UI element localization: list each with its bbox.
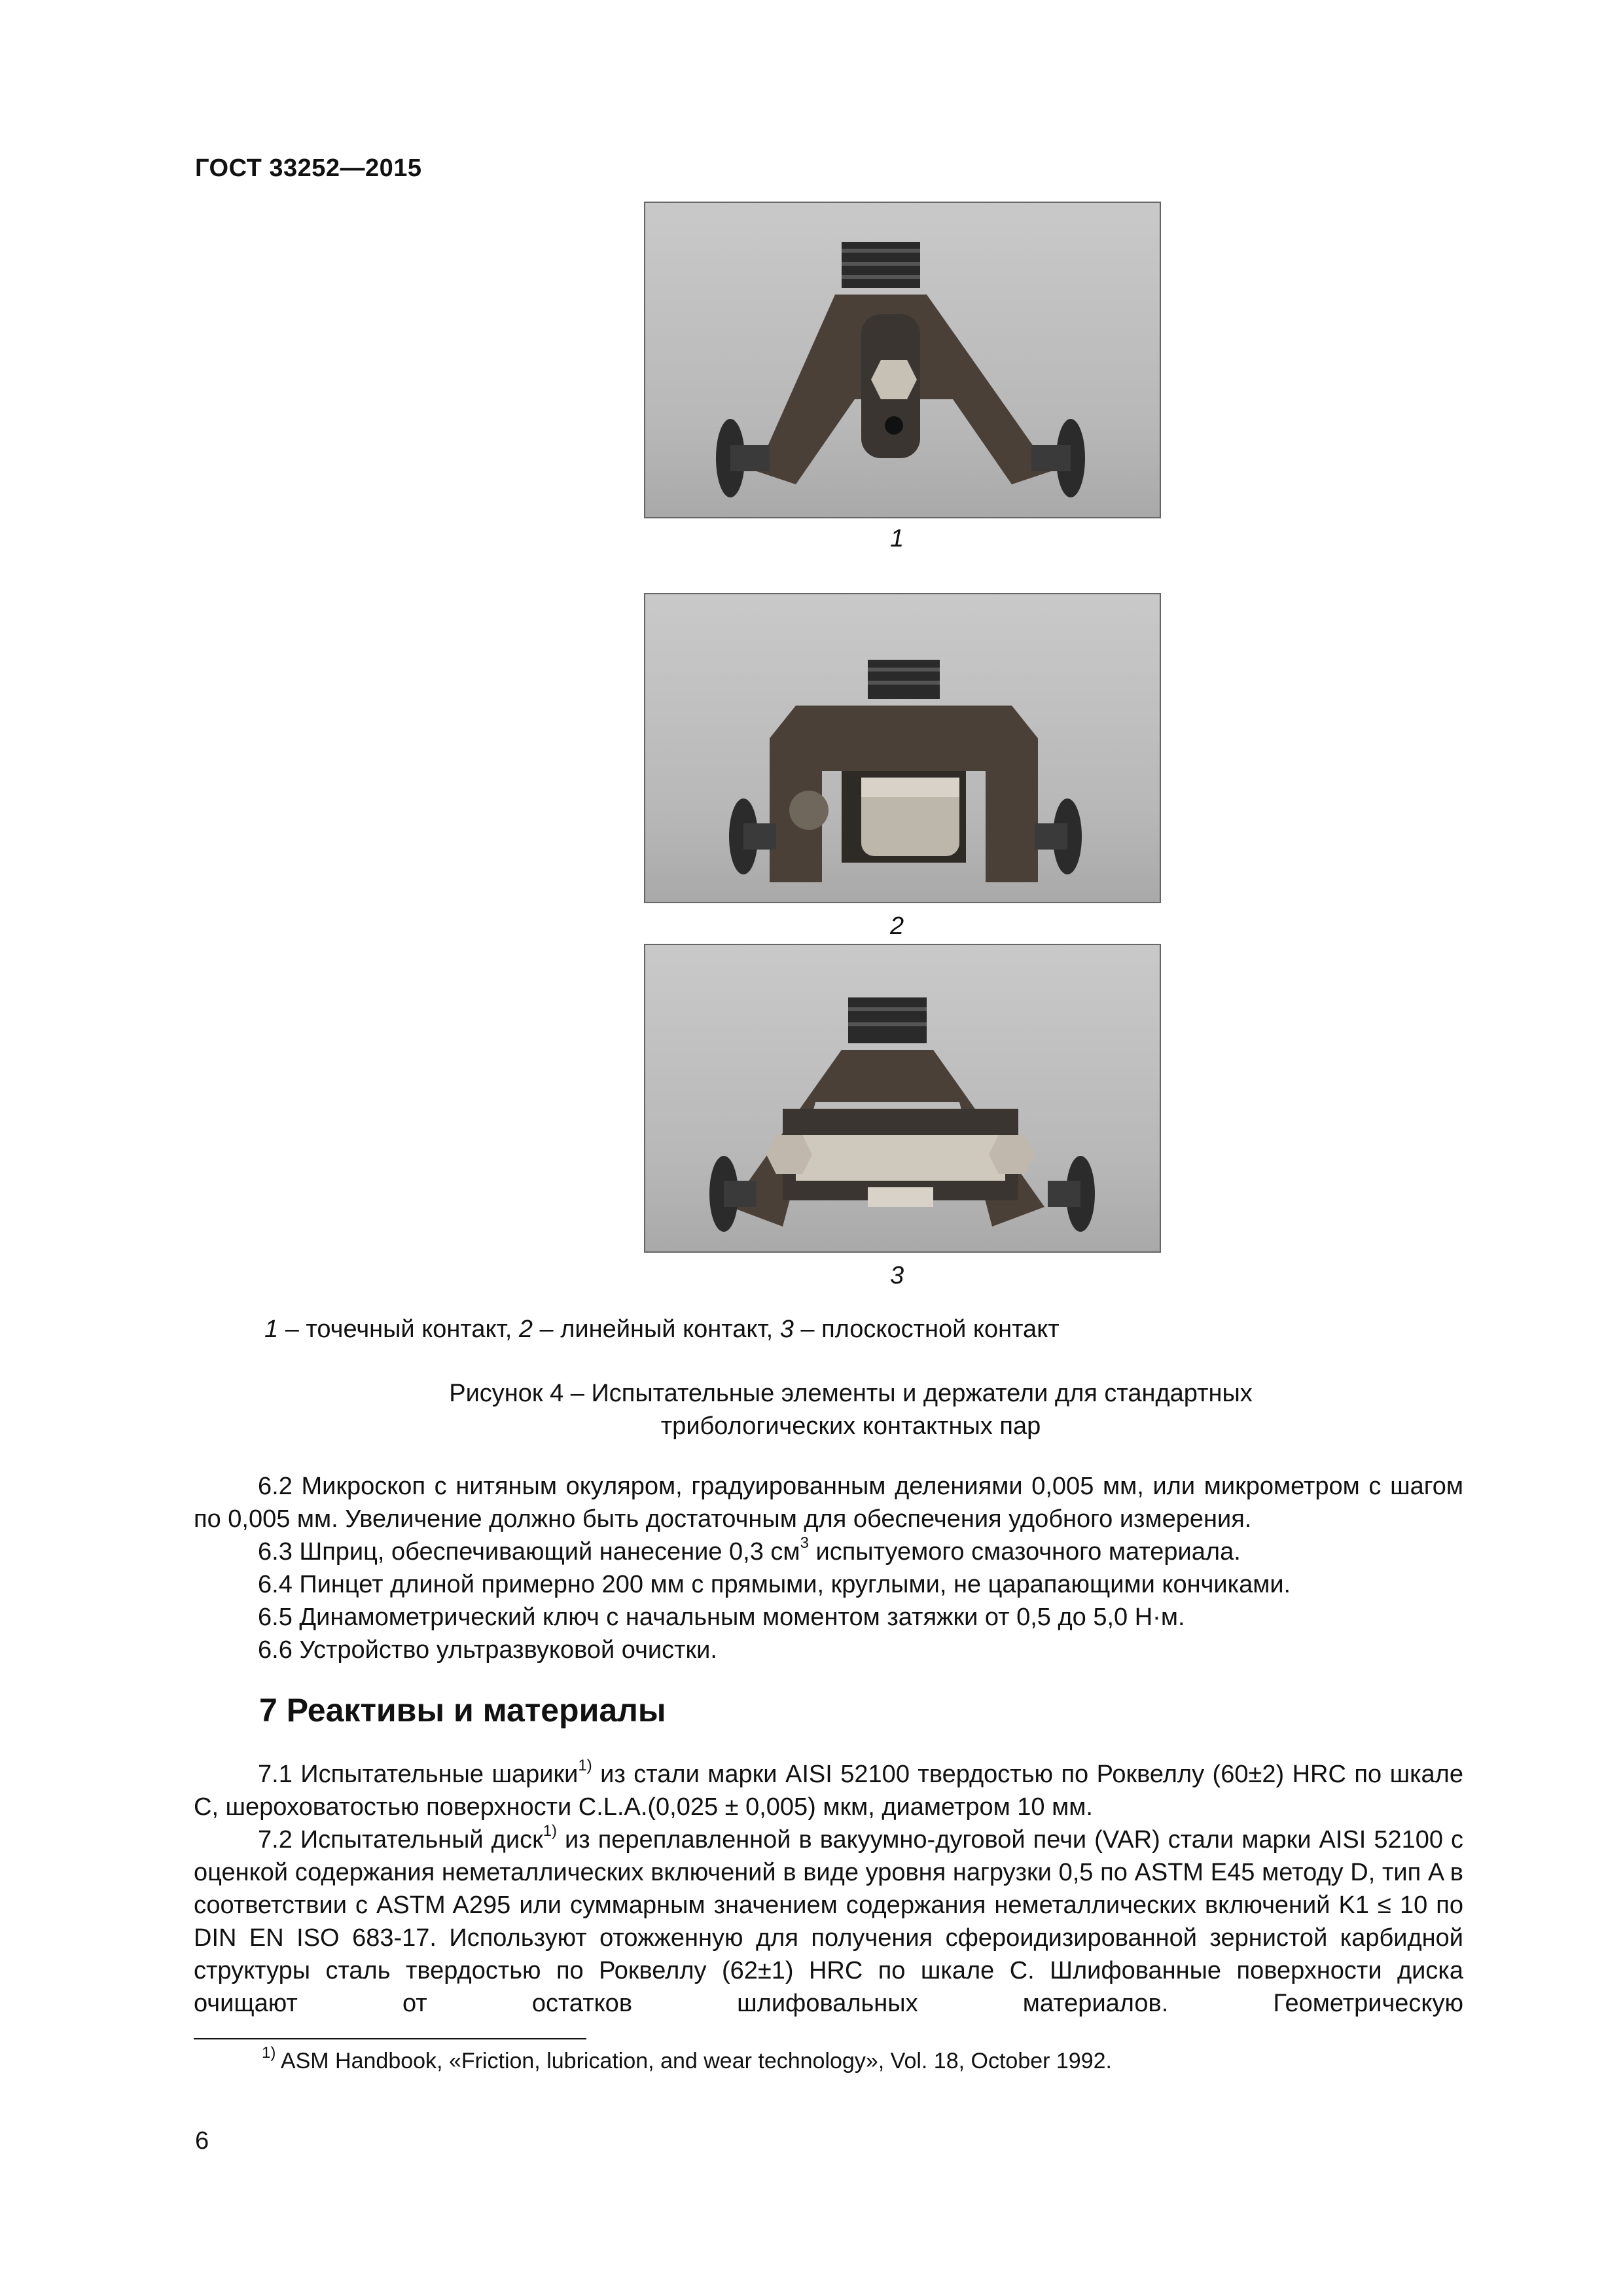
paragraph-6-3-text-end: испытуемого смазочного материала.	[808, 1538, 1241, 1566]
footnote	[262, 2043, 1112, 2074]
paragraph-7-2-text: 7.2 Испытательный диск	[258, 1826, 543, 1854]
paragraph-7-2-text-end: из переплавленной в вакуумно-дуговой печи (VAR) стали марки AISI 52100 с оценкой содержания неметаллических включений в виде уровня нагрузки 0,5 по ASTM E45 методу D, тип A в соответствии с ASTM A295 или суммарным значением содержания неметаллических включений K1 ≤ 10 по DIN EN ISO 683-17. Используют отожженную для получения сфероидизированной зернистой карбидной структуры сталь твердостью по Роквеллу (62±1) HRC по шкале C. Шлифованные поверхности диска очищают от остатков шлифовальных материалов. Геометрическую	[194, 1826, 1464, 2017]
point-contact-holder-image	[645, 203, 1160, 517]
paragraph-6-2: 6.2 Микроскоп с нитяным окуляром, градуированным делениями 0,005 мм, или микрометром с шагом по 0,005 мм. Увеличение должно быть достаточным для обеспечения удобного измерения.	[194, 1473, 1463, 1533]
figure-photo-point-contact	[644, 202, 1161, 518]
figure-label-1: 1	[890, 525, 904, 552]
superscript-cube: 3	[800, 1534, 809, 1552]
figure-caption-line-1: Рисунок 4 – Испытательные элементы и держатели для стандартных	[449, 1380, 1253, 1407]
footnote-text: ASM Handbook, «Friction, lubrication, and wear technology», Vol. 18, October 1992.	[276, 2049, 1112, 2073]
footnote-marker: 1)	[262, 2043, 276, 2062]
legend-number-2: 2	[518, 1316, 533, 1343]
legend-text-2: – линейный контакт,	[533, 1316, 780, 1343]
figure-photo-flat-contact	[644, 944, 1161, 1253]
footnote-rule	[194, 2038, 586, 2039]
figure-legend	[264, 1316, 1060, 1344]
paragraph-6-5: 6.5 Динамометрический ключ с начальным моментом затяжки от 0,5 до 5,0 Н·м.	[258, 1604, 1185, 1631]
footnote-ref: 1)	[578, 1757, 592, 1775]
page-number: 6	[195, 2127, 209, 2155]
legend-number-1: 1	[264, 1316, 279, 1343]
paragraph-7-1	[194, 1758, 1463, 1823]
section-7-title: 7 Реактивы и материалы	[259, 1692, 666, 1729]
paragraph-6-4: 6.4 Пинцет длиной примерно 200 мм с прямыми, круглыми, не царапающими кончиками.	[258, 1571, 1291, 1598]
section-6-body	[194, 1470, 1463, 1666]
document-header: ГОСТ 33252—2015	[195, 154, 422, 182]
paragraph-7-1-text: 7.1 Испытательные шарики	[258, 1761, 579, 1788]
figure-label-2: 2	[890, 912, 904, 940]
paragraph-6-3-text: 6.3 Шприц, обеспечивающий нанесение 0,3 см	[258, 1538, 800, 1566]
figure-caption	[327, 1377, 1374, 1443]
section-7-body	[194, 1758, 1463, 2020]
flat-contact-holder-image	[645, 945, 1160, 1251]
paragraph-7-2	[194, 1823, 1463, 2020]
legend-number-3: 3	[779, 1316, 794, 1343]
legend-text-1: – точечный контакт,	[278, 1316, 519, 1343]
paragraph-6-6: 6.6 Устройство ультразвуковой очистки.	[258, 1636, 717, 1664]
figure-caption-line-2: трибологических контактных пар	[660, 1412, 1041, 1440]
figure-photo-line-contact	[644, 593, 1161, 903]
legend-text-3: – плоскостной контакт	[793, 1316, 1060, 1343]
line-contact-holder-image	[645, 594, 1160, 902]
paragraph-6-3	[194, 1535, 1463, 1568]
figure-label-3: 3	[890, 1262, 904, 1289]
footnote-ref: 1)	[543, 1822, 558, 1840]
paragraph-7-1-text-end: из стали марки AISI 52100 твердостью по Роквеллу (60±2) HRC по шкале C, шероховатостью поверхности C.L.A.(0,025 ± 0,005) мкм, диаметром 10 мм.	[194, 1761, 1463, 1821]
